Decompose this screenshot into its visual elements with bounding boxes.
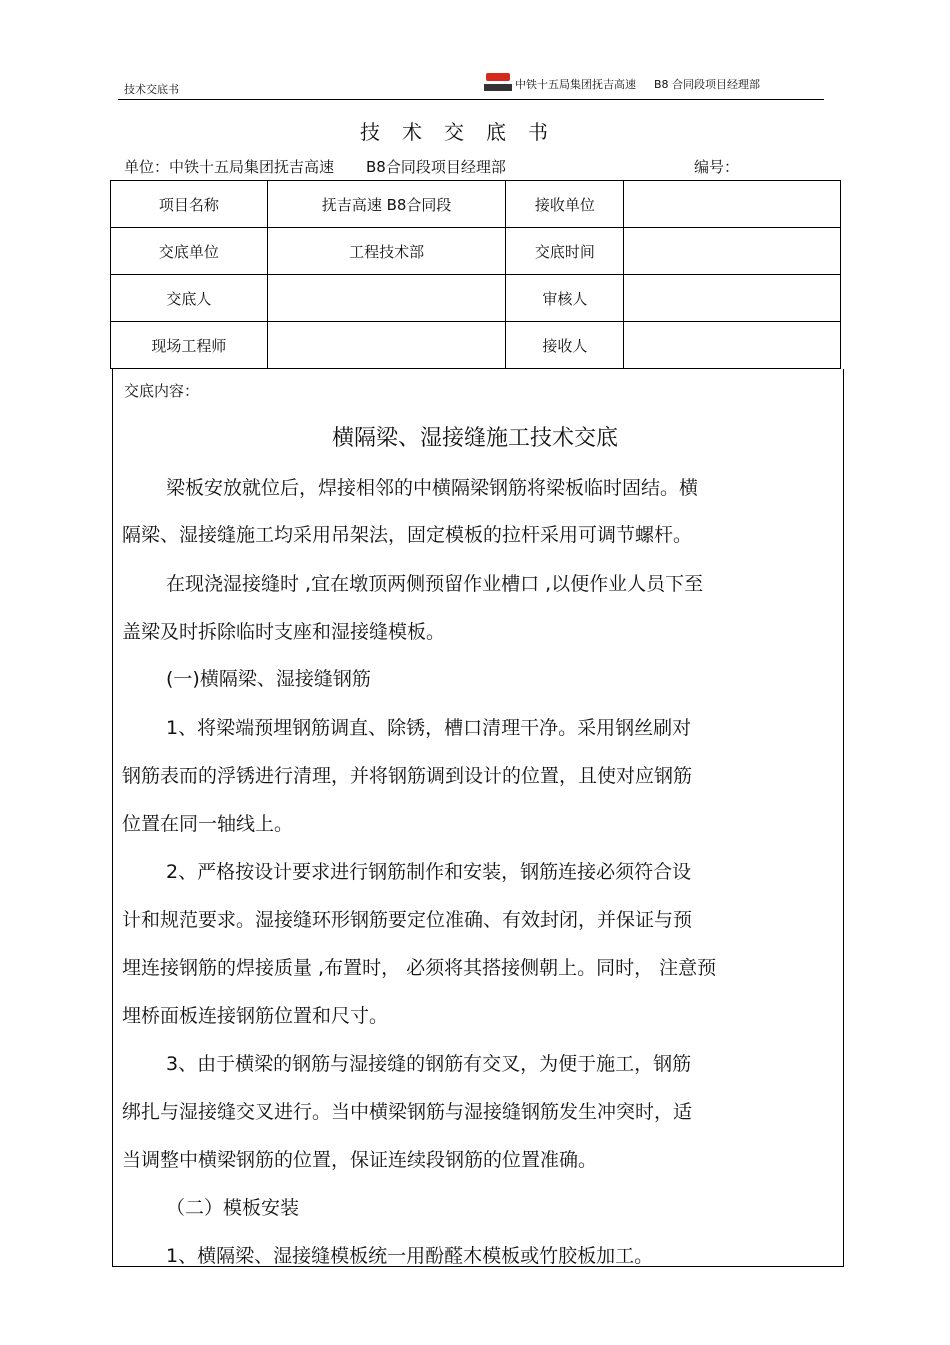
table-cell xyxy=(624,228,841,275)
table-cell xyxy=(267,322,506,369)
paragraph-line: 当调整中横梁钢筋的位置，保证连续段钢筋的位置准确。 xyxy=(122,1149,598,1171)
table-cell: 工程技术部 xyxy=(267,228,506,275)
table-row xyxy=(111,181,841,228)
table-row xyxy=(111,228,841,275)
table-cell: 接收单位 xyxy=(506,181,624,228)
paragraph-line: 在现浇湿接缝时 ,宜在墩顶两侧预留作业槽口 ,以便作业人员下至 xyxy=(166,573,704,595)
unit-line xyxy=(124,156,506,177)
header-right xyxy=(484,73,760,95)
header-dept: B8 合同段项目经理部 xyxy=(654,78,761,91)
paragraph-line: 埋桥面板连接钢筋位置和尺寸。 xyxy=(122,1005,389,1027)
company-logo-icon xyxy=(484,73,512,95)
table-cell: 交底单位 xyxy=(111,228,268,275)
table-row xyxy=(111,275,841,322)
document-title: 技术交底书 xyxy=(360,120,570,144)
table-row xyxy=(111,322,841,369)
paragraph-line: 3、由于横梁的钢筋与湿接缝的钢筋有交叉，为便于施工，钢筋 xyxy=(166,1053,692,1075)
content-title: 横隔梁、湿接缝施工技术交底 xyxy=(331,426,618,451)
unit-label: 单位：中铁十五局集团抚吉高速 xyxy=(124,158,335,176)
paragraph-line: 1、将梁端预埋钢筋调直、除锈，槽口清理干净。采用钢丝刷对 xyxy=(166,717,692,739)
paragraph-line: 隔梁、湿接缝施工均采用吊架法，固定模板的拉杆采用可调节螺杆。 xyxy=(122,524,693,546)
table-cell: 项目名称 xyxy=(111,181,268,228)
content-label: 交底内容： xyxy=(124,382,200,400)
section-heading: （二）模板安装 xyxy=(166,1197,300,1219)
number-label: 编号： xyxy=(694,158,740,176)
table-cell xyxy=(267,275,506,322)
table-cell: 审核人 xyxy=(506,275,624,322)
paragraph-line: 埋连接钢筋的焊接质量 ,布置时， 必须将其搭接侧朝上。同时， 注意预 xyxy=(122,957,717,979)
table-cell: 抚吉高速 B8合同段 xyxy=(267,181,506,228)
table-cell xyxy=(624,275,841,322)
table-cell: 现场工程师 xyxy=(111,322,268,369)
paragraph-line: 1、横隔梁、湿接缝模板统一用酚醛木模板或竹胶板加工。 xyxy=(166,1245,654,1267)
header-company: 中铁十五局集团抚吉高速 xyxy=(515,78,636,91)
paragraph-line: 2、严格按设计要求进行钢筋制作和安装，钢筋连接必须符合设 xyxy=(166,861,692,883)
table-cell: 交底时间 xyxy=(506,228,624,275)
table-cell xyxy=(624,181,841,228)
paragraph-line: 绑扎与湿接缝交叉进行。当中横梁钢筋与湿接缝钢筋发生冲突时，适 xyxy=(122,1101,693,1123)
paragraph-line: 计和规范要求。湿接缝环形钢筋要定位准确、有效封闭，并保证与预 xyxy=(122,909,693,931)
header-divider xyxy=(118,99,824,100)
paragraph-line: 梁板安放就位后，焊接相邻的中横隔梁钢筋将梁板临时固结。横 xyxy=(166,477,699,499)
table-cell xyxy=(624,322,841,369)
paragraph-line: 盖梁及时拆除临时支座和湿接缝模板。 xyxy=(122,621,446,643)
paragraph-line: 钢筋表而的浮锈进行清理，并将钢筋调到设计的位置，且使对应钢筋 xyxy=(122,765,693,787)
table-cell: 交底人 xyxy=(111,275,268,322)
unit-code: B8合同段项目经理部 xyxy=(366,158,506,176)
paragraph-line: 位置在同一轴线上。 xyxy=(122,813,294,835)
info-table xyxy=(110,180,841,369)
section-heading: (一)横隔梁、湿接缝钢筋 xyxy=(166,668,371,690)
header-left-title: 技术交底书 xyxy=(124,83,179,96)
table-cell: 接收人 xyxy=(506,322,624,369)
